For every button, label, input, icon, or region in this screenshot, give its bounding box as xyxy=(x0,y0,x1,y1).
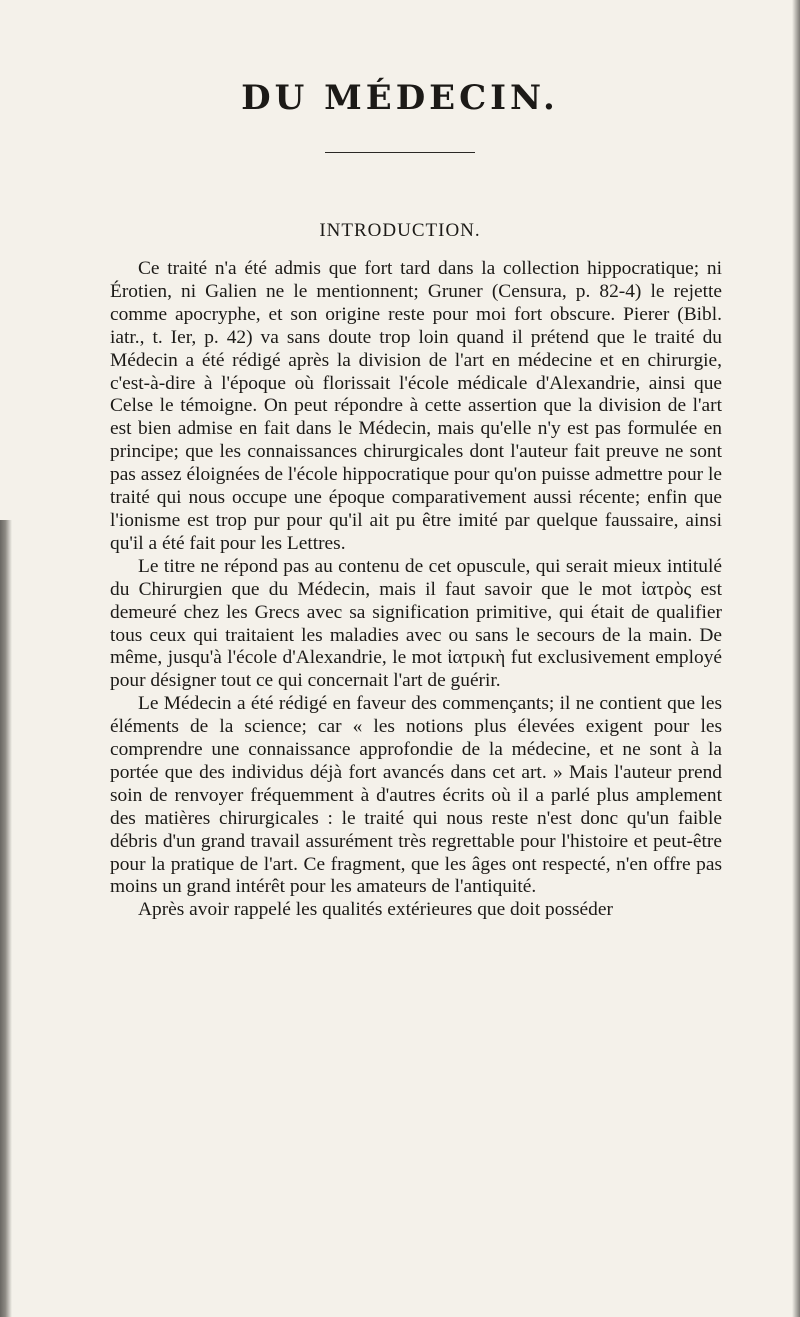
section-heading: INTRODUCTION. xyxy=(319,220,481,241)
title-rule xyxy=(325,152,475,153)
paragraph: Ce traité n'a été admis que fort tard dans la collection hippocratique; ni Érotien, ni Galien ne le mentionnent; Gruner (Censura, p. 82-4) le rejette comme apocryphe, et son origine reste pour moi fort obscure. Pierer (Bibl. iatr., t. Ier, p. 42) va sans doute trop loin quand il prétend que le traité du Médecin a été rédigé après la division de l'art en médecine et en chirurgie, c'est-à-dire à l'époque où florissait l'école médicale d'Alexandrie, ainsi que Celse le témoigne. On peut répondre à cette assertion que la division de l'art est bien admise en fait dans le Médecin, mais qu'elle n'y est pas formulée en principe; que les connaissances chirurgicales dont l'auteur fait preuve ne sont pas assez éloignées de l'école hippocratique pour qu'on puisse admettre pour le traité qui nous occupe une époque comparativement aussi récente; enfin que l'ionisme est trop pur pour qu'il ait pu être imité par quelque faussaire, ainsi qu'il a été fait pour les Lettres. xyxy=(110,258,722,554)
paragraph: Le Médecin a été rédigé en faveur des commençants; il ne contient que les éléments de la science; car « les notions plus élevées exigent pour les comprendre une connaissance approfondie de la médecine, et ne sont à la portée que des individus déjà fort avancés dans cet art. » Mais l'auteur prend soin de renvoyer fréquemment à d'autres écrits où il a parlé plus amplement des matières chirurgicales : le traité qui nous reste n'est donc qu'un faible débris d'un grand travail assurément très regrettable pour l'histoire et peut-être pour la pratique de l'art. Ce fragment, que les âges ont respecté, n'en offre pas moins un grand intérêt pour les amateurs de l'antiquité. xyxy=(110,693,722,898)
page-edge-shadow xyxy=(792,0,800,1317)
paragraph: Le titre ne répond pas au contenu de cet opuscule, qui serait mieux intitulé du Chirurgien que du Médecin, mais il faut savoir que le mot ἰατρὸς est demeuré chez les Grecs avec sa signification primitive, qui était de qualifier tous ceux qui traitaient les maladies avec ou sans le secours de la main. De même, jusqu'à l'école d'Alexandrie, le mot ἰατρικὴ fut exclusivement employé pour désigner tout ce qui concernait l'art de guérir. xyxy=(110,555,722,692)
running-title: DU MÉDECIN. xyxy=(241,78,559,118)
page-gutter-shadow xyxy=(0,520,12,1317)
body-text xyxy=(110,258,722,922)
paragraph: Après avoir rappelé les qualités extérieures que doit posséder xyxy=(138,899,613,921)
